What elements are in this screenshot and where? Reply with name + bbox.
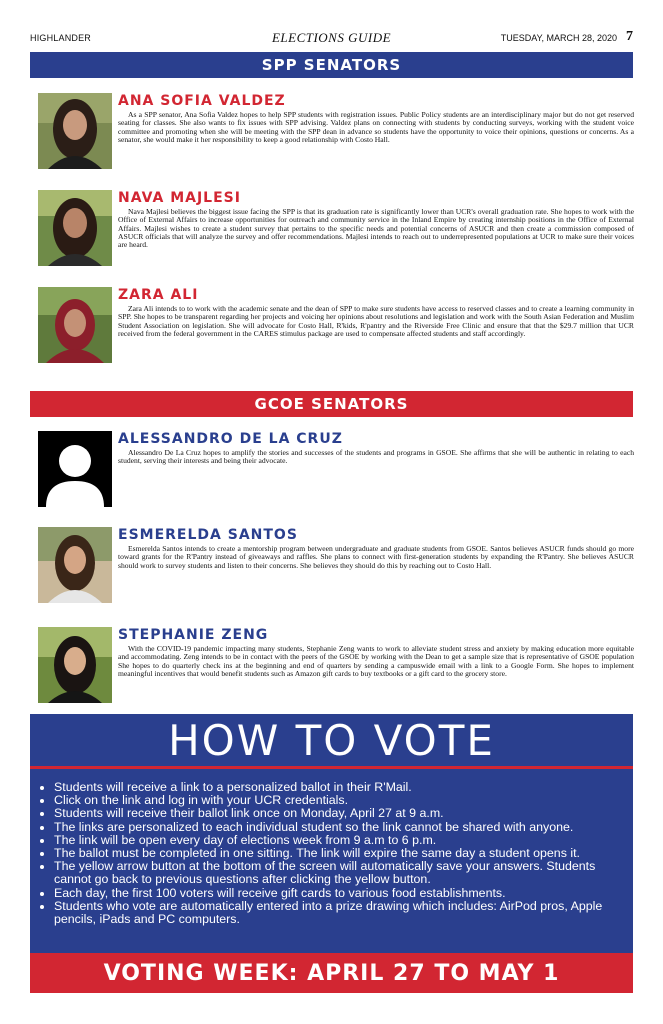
how-to-vote-title: HOW TO VOTE [168, 716, 495, 765]
placeholder-avatar-icon [38, 431, 112, 507]
candidate-photo [38, 287, 112, 363]
candidate-name: ESMERELDA SANTOS [118, 527, 298, 543]
section-title: ELECTIONS GUIDE [271, 30, 392, 45]
list-item: • The links are personalized to each individual student so the link cannot be shared with anyone. [54, 821, 625, 834]
candidate-bio: Alessandro De La Cruz hopes to amplify the stories and successes of the students and programs in GSOE. She affirms that she will be authentic in relating to each student, serving their interests and being their advocate. [118, 448, 634, 466]
gcoe-senators-heading: GCOE SENATORS [30, 391, 633, 417]
candidate-bio: Nava Majlesi believes the biggest issue facing the SPP is that its graduation rate is significantly lower than UCR's overall graduation rate. She hopes to work with the Office of External Affairs to increase opportunities for outreach and community service in the Inland Empire by creating internship positions in the Office of External Affairs. Majlesi wishes to create a student survey that pertains to the specific needs and potential concerns of ASUCR and then create a commission composed of ASUCR officials that will analyze the survey and offer recommendations. Majlesi intends to reach out to underrepresented populations at UCR to make sure their voices are heard. [118, 207, 634, 250]
list-item: • Click on the link and log in with your UCR credentials. [54, 794, 625, 807]
candidate-photo [38, 627, 112, 703]
candidate-name: ALESSANDRO DE LA CRUZ [118, 431, 343, 447]
list-item: • Students who vote are automatically entered into a prize drawing which includes: AirPod pros, Apple pencils, iPads and PC computers. [54, 900, 625, 926]
page-header [30, 30, 633, 46]
voting-week-banner: VOTING WEEK: APRIL 27 TO MAY 1 [30, 953, 633, 993]
page-number: 7 [626, 29, 633, 44]
candidate-bio: Zara Ali intends to to work with the academic senate and the dean of SPP to make sure students have access to reserved classes and to create a learning community in SPP. She hopes to be transparent regarding her projects and voicing her opinions about resolutions and legislation and work with the South Asian Federation and Muslim Student Association on legislation. She will advocate for Costo Hall, R'kids, R'pantry and the Riverside Free Clinic and ensure that that the $29.7 million that UCR received from the federal government in the CARES stimulus package are used to compensate affected students and staff accordingly. [118, 304, 634, 338]
candidate-name: ANA SOFIA VALDEZ [118, 93, 286, 109]
candidate-photo [38, 93, 112, 169]
list-item: • The ballot must be completed in one sitting. The link will expire the same day a student opens it. [54, 847, 625, 860]
candidate-bio: With the COVID-19 pandemic impacting many students, Stephanie Zeng wants to work to alleviate student stress and anxiety by making education more equitable and accommodating. Zeng intends to be in contact with the peers of the GSOE by working with the Dean to get a sample size that is representative of GSOE population She hopes to do quarterly check ins at the beginning and end of quarters by sending a campuswide email with a link to a Google Form. She hopes to implement meaningful incentives that would benefit students such as Amazon gift cards to buy textbooks or a gift card to the grocery store. [118, 644, 634, 678]
divider [30, 766, 633, 769]
candidate-name: NAVA MAJLESI [118, 190, 241, 206]
candidate-name: ZARA ALI [118, 287, 199, 303]
spp-senators-heading: SPP SENATORS [30, 52, 633, 78]
candidate-photo [38, 527, 112, 603]
list-item: • Each day, the first 100 voters will receive gift cards to various food establishments. [54, 887, 625, 900]
candidate-photo [38, 190, 112, 266]
issue-date: TUESDAY, MARCH 28, 2020 [500, 33, 617, 43]
candidate-name: STEPHANIE ZENG [118, 627, 269, 643]
list-item: • Students will receive a link to a personalized ballot in their R'Mail. [54, 781, 625, 794]
publication-name: HIGHLANDER [30, 33, 92, 43]
list-item: • The yellow arrow button at the bottom of the screen will automatically save your answers. Students cannot go back to previous questions after clicking the yellow button. [54, 860, 625, 886]
how-to-vote-box [30, 714, 633, 992]
candidate-bio: Esmerelda Santos intends to create a mentorship program between undergraduate and graduate students from GSOE. Santos believes ASUCR funds should go more toward grants for the R'Pantry instead of giveaways and raffles. She plans to connect with first-generation students by expanding the R'Pantry. She believes ASUCR should work to survey students and listen to their concerns. She believes they should do this by reaching out to Costo Hall. [118, 544, 634, 570]
voting-instructions-list [38, 781, 625, 926]
list-item: • The link will be open every day of elections week from 9 a.m to 6 p.m. [54, 834, 625, 847]
candidate-bio: As a SPP senator, Ana Sofia Valdez hopes to help SPP students with registration issues. Public Policy students are an interdisciplinary major but do not get reserved seating for classes. She also wants to fix issues with SPP advising. Valdez plans on connecting with students by conducting surveys, working with the student voice committee and promoting when she will be meeting with the SPP dean in advance so students have the opportunity to voice their opinions, questions or concerns. As a senator, she would make it her responsibility to keep a good relationship with Costo Hall. [118, 110, 634, 144]
list-item: • Students will receive their ballot link once on Monday, April 27 at 9 a.m. [54, 807, 625, 820]
